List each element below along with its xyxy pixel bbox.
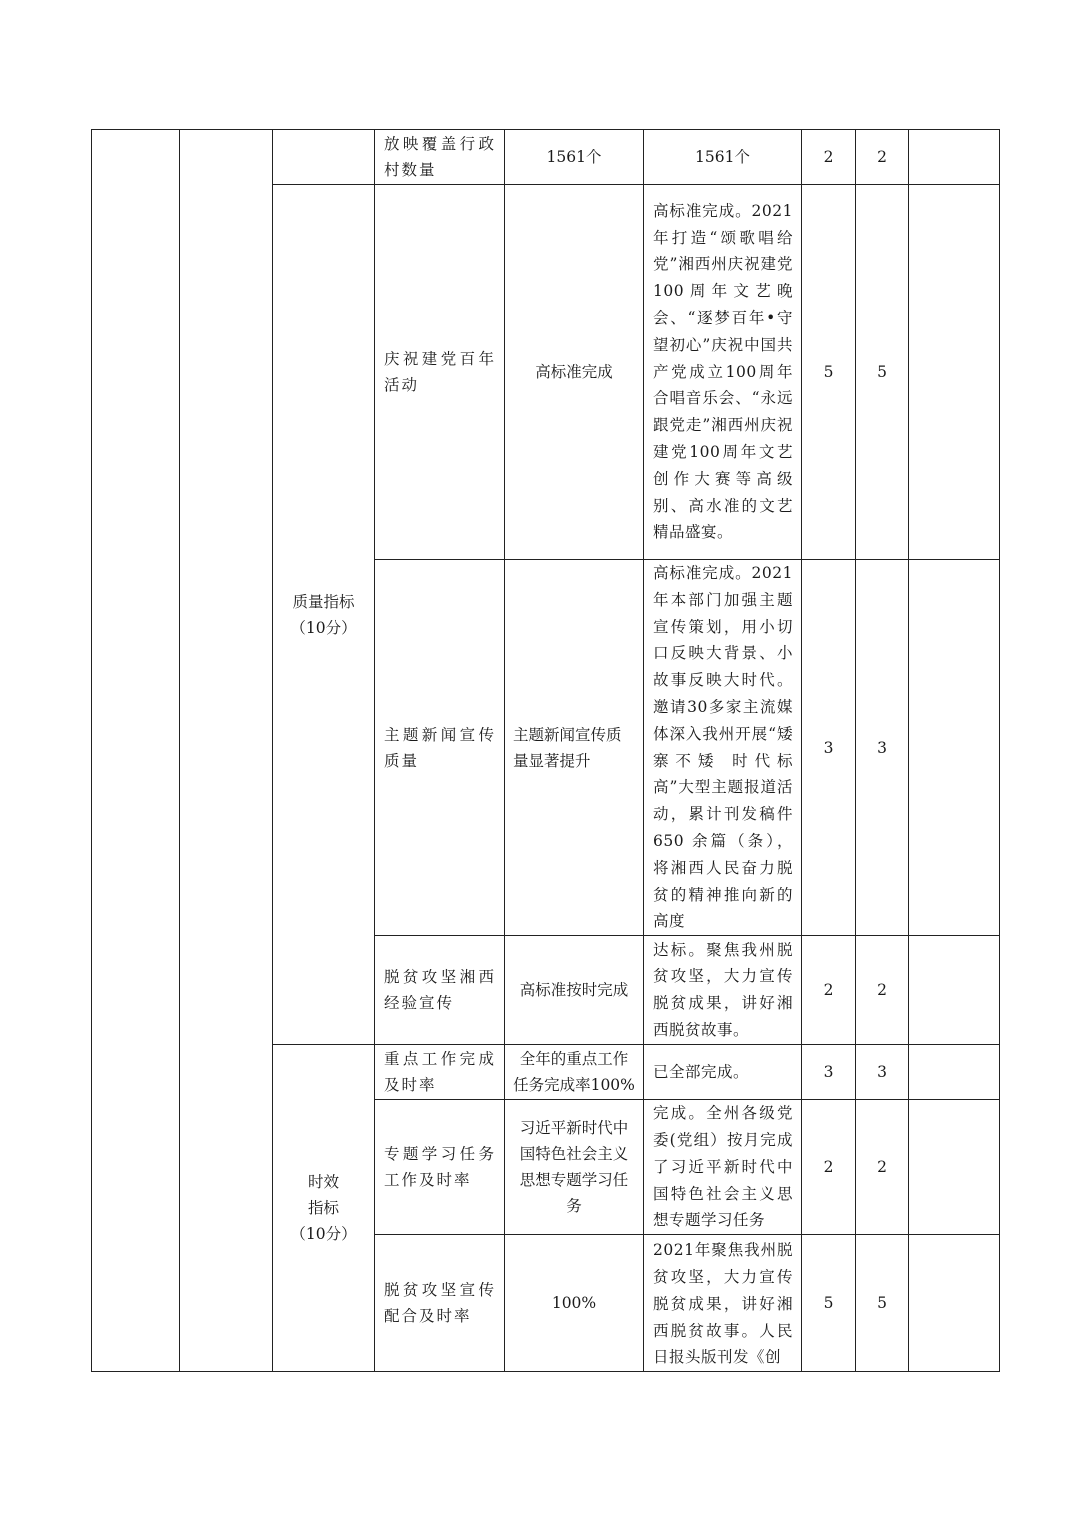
- indicator-name: 脱贫攻坚宣传配合及时率: [375, 1235, 505, 1372]
- actual-value: 2021年聚焦我州脱贫攻坚，大力宣传脱贫成果，讲好湘西脱贫故事。人民日报头版刊发《创: [644, 1235, 802, 1372]
- target-value: 主题新闻宣传质量显著提升: [505, 560, 644, 936]
- weight-score: 3: [802, 1045, 856, 1100]
- category-name-line2: 指标: [307, 1199, 339, 1218]
- target-value: 高标准完成: [505, 185, 644, 560]
- table-row: [92, 130, 1000, 185]
- category-name: 质量指标: [292, 592, 355, 611]
- weight-score: 2: [802, 1100, 856, 1235]
- awarded-score: 2: [856, 130, 909, 185]
- quality-indicator-category: [273, 185, 375, 1045]
- target-value: 高标准按时完成: [505, 936, 644, 1045]
- weight-score: 5: [802, 1235, 856, 1372]
- indicator-name: 庆祝建党百年活动: [375, 185, 505, 560]
- note-cell: [909, 1235, 1000, 1372]
- target-value: 1561个: [505, 130, 644, 185]
- note-cell: [909, 1100, 1000, 1235]
- actual-value: 已全部完成。: [644, 1045, 802, 1100]
- awarded-score: 2: [856, 936, 909, 1045]
- note-cell: [909, 936, 1000, 1045]
- actual-value: 达标。聚焦我州脱贫攻坚，大力宣传脱贫成果，讲好湘西脱贫故事。: [644, 936, 802, 1045]
- weight-score: 3: [802, 560, 856, 936]
- indicator-name: 放映覆盖行政村数量: [375, 130, 505, 185]
- target-value: 全年的重点工作任务完成率100%: [505, 1045, 644, 1100]
- timeliness-indicator-category: [273, 1045, 375, 1372]
- indicator-name: 主题新闻宣传质量: [375, 560, 505, 936]
- level1-category-cell: [92, 130, 180, 1372]
- awarded-score: 5: [856, 185, 909, 560]
- level3-category-cell-continued: [273, 130, 375, 185]
- category-points: （10分）: [290, 618, 357, 637]
- weight-score: 2: [802, 130, 856, 185]
- target-value: 习近平新时代中国特色社会主义思想专题学习任务: [505, 1100, 644, 1235]
- weight-score: 5: [802, 185, 856, 560]
- category-name-line1: 时效: [307, 1173, 339, 1192]
- awarded-score: 3: [856, 560, 909, 936]
- note-cell: [909, 130, 1000, 185]
- level2-category-cell: [180, 130, 273, 1372]
- note-cell: [909, 185, 1000, 560]
- awarded-score: 2: [856, 1100, 909, 1235]
- note-cell: [909, 560, 1000, 936]
- awarded-score: 3: [856, 1045, 909, 1100]
- actual-value: 高标准完成。2021年打造“颂歌唱给党”湘西州庆祝建党100周年文艺晚会、“逐梦百年•守望初心”庆祝中国共产党成立100周年合唱音乐会、“永远跟党走”湘西州庆祝建党100周年文艺创作大赛等高级别、高水准的文艺精品盛宴。: [644, 185, 802, 560]
- indicator-name: 脱贫攻坚湘西经验宣传: [375, 936, 505, 1045]
- target-value: 100%: [505, 1235, 644, 1372]
- awarded-score: 5: [856, 1235, 909, 1372]
- note-cell: [909, 1045, 1000, 1100]
- indicator-name: 专题学习任务工作及时率: [375, 1100, 505, 1235]
- indicator-name: 重点工作完成及时率: [375, 1045, 505, 1100]
- actual-value: 高标准完成。2021年本部门加强主题宣传策划，用小切口反映大背景、小故事反映大时代。邀请30多家主流媒体深入我州开展“矮寨不矮 时代标高”大型主题报道活动，累计刊发稿件 650 余篇（条），将湘西人民奋力脱贫的精神推向新的高度: [644, 560, 802, 936]
- performance-indicator-table: [91, 129, 1000, 1372]
- category-points: （10分）: [290, 1225, 357, 1244]
- actual-value: 1561个: [644, 130, 802, 185]
- weight-score: 2: [802, 936, 856, 1045]
- actual-value: 完成。全州各级党委(党组）按月完成了习近平新时代中国特色社会主义思想专题学习任务: [644, 1100, 802, 1235]
